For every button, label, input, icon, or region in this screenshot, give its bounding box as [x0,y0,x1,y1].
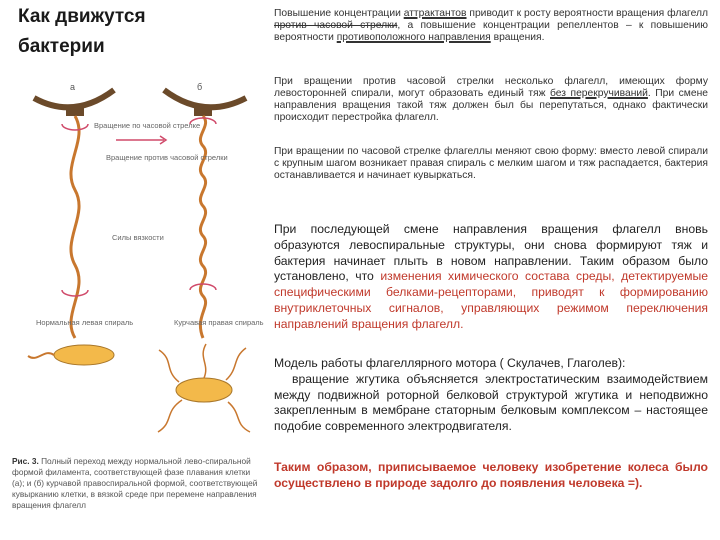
membrane-left [34,90,114,107]
rot-cw-label-text: Вращение против часовой стрелки [106,153,228,162]
p1-opposite-direction: противоположного направления [336,31,491,43]
normal-spiral-label: Нормальная левая спираль [36,318,134,327]
p4-a: При последующей смене направления вращения флагелл вновь образуются левоспиральные структуры, они снова формируют тяж и бактерия начинает плыть в новом направлении. Таким образом было установлено, что [274,222,708,284]
p2-a: При вращении против часовой стрелки несколько флагелл, имеющих форму левосторонней спирали, могут образовать единый тяж [274,76,708,99]
p2-c: . При смене направления вращения такой тяж должен был бы перепутаться, однако фактически происходит перестройка флагелл. [274,87,708,123]
curly-spiral-label: Курчавая правая спираль [174,318,264,327]
p1-a: Повышение концентрации [274,8,404,19]
p5-body: вращение жгутика объясняется электростатическим взаимодействием между подвижной роторной белковой структурой жгутика и неподвижно закрепленным в мембране статорным белковым комплексом – настоящее подобие современного электродвигателя. [274,371,708,434]
flagella-figure [14,80,264,440]
motor-right [194,108,212,116]
tumble-flagellum-1 [159,350,179,382]
label-a: а [70,82,76,92]
membrane-right [164,90,246,107]
caption-text: Полный переход между нормальной лево-спиральной формой филамента, соответствующей фазе плавания клетки (а); и (б) курчавой правоспиральной формой, соответствующей кувырканию клетки, в вязкой среде при перемене направления вращения флагелл [12,456,258,510]
p5-heading: Модель работы флагеллярного мотора ( Скулачев, Глаголев): [274,356,626,370]
swimming-cell [54,345,114,365]
left-helix-flagellum [71,116,79,338]
tumble-flagellum-2 [226,348,246,380]
motor-left [66,108,84,116]
tumble-flagellum-5 [203,344,206,378]
p3-text: При вращении по часовой стрелке флагеллы меняют свою форму: вместо левой спирали с крупным шагом возникает правая спираль с мелким шагом и тяж распадается, бактерия останавливается и начинает кувыркаться. [274,146,708,181]
caption-label: Рис. 3. [12,456,39,466]
rotation-arrow-bottom-left-icon [62,290,88,296]
paragraph-receptors [274,222,708,333]
p1-attractants: аттрактантов [403,8,467,19]
p1-e: , а повышение концентрации репеллентов – к повышению вероятности [274,19,708,43]
viscosity-label: Силы вязкости [112,233,164,242]
swim-flagella [28,353,54,358]
rot-ccw-label-text: Вращение по часовой стрелке [94,121,201,130]
paragraph-conclusion [274,460,708,492]
tumbling-cell [176,378,232,402]
right-helix-flagellum [200,116,205,338]
figure-caption [12,456,260,511]
p2-without-twisting: без перекручиваний [550,87,648,99]
p1-c: приводит к росту вероятности вращения флагелл [466,8,708,19]
p6-text: Таким образом, приписываемое человеку изобретение колеса было осуществлено в природе задолго до появления человека =). [274,460,708,490]
rotation-arrow-left-icon [62,124,88,130]
flagella-illustration [14,80,264,440]
paragraph-attractants [274,8,708,44]
page-title: Как движутся бактерии [18,6,146,57]
p4-highlight: изменения химического состава среды, детектируемые специфическими белками-рецепторами, приводят к формированию внутриклеточных сигналов, управляющих режимом переключения направлений вращения флагелл. [274,269,708,331]
rot-cw-label [106,153,228,162]
paragraph-cw-rotation [274,146,708,182]
p1-counterclockwise: против часовой стрелки [274,19,398,31]
paragraph-ccw-rotation [274,76,708,124]
tumble-flagellum-3 [158,400,182,432]
p1-g: вращения. [490,31,545,43]
rot-ccw-label [94,121,200,130]
label-b: б [197,82,203,92]
paragraph-motor-model [274,356,708,435]
tumble-flagellum-4 [228,402,250,432]
